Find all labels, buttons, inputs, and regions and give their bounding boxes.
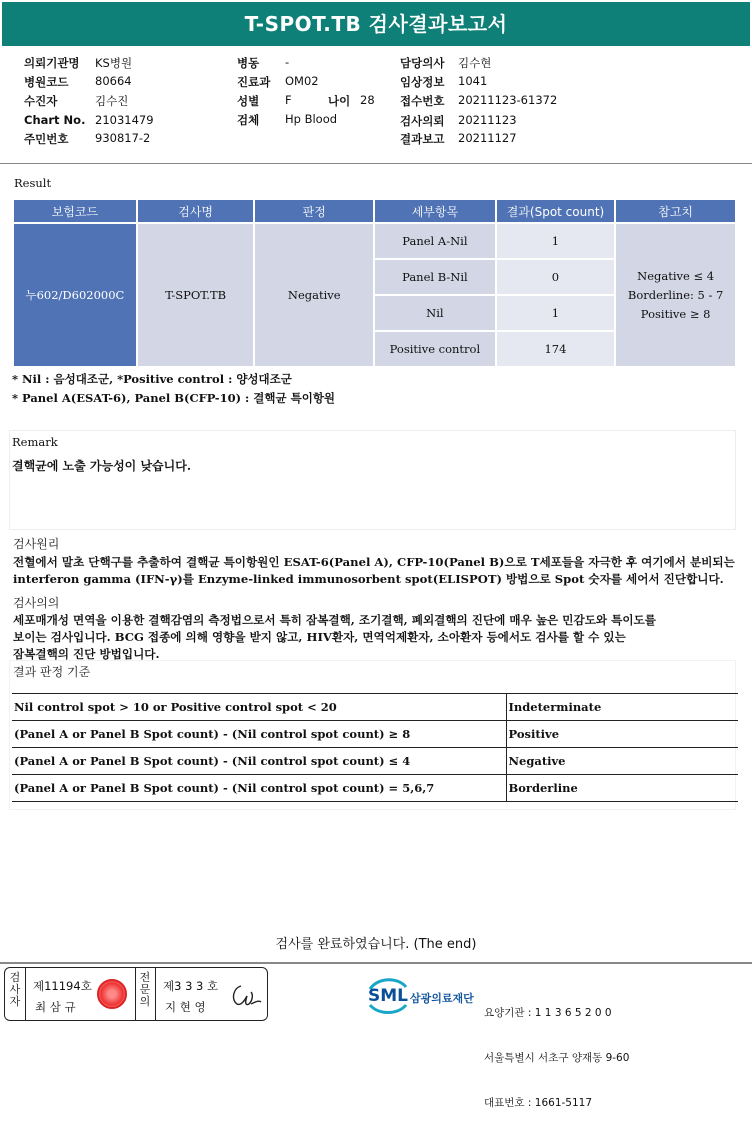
criteria-result: Indeterminate xyxy=(506,694,738,721)
age-label: 나이 xyxy=(328,94,351,108)
col-header: 판정 xyxy=(254,199,374,223)
result-table xyxy=(12,198,737,368)
sml-logo xyxy=(366,975,476,1015)
info-value: 20211127 xyxy=(458,131,517,145)
info-label: 담당의사 xyxy=(400,56,445,70)
criteria-condition: (Panel A or Panel B Spot count) - (Nil control spot count) ≤ 4 xyxy=(12,748,506,775)
org-line: 대표번호 : 1661-5117 xyxy=(484,1097,593,1109)
info-value: 김수진 xyxy=(95,94,129,108)
divider xyxy=(135,968,136,1020)
criteria-table xyxy=(12,693,738,802)
signature-icon xyxy=(227,982,263,1010)
criteria-condition: (Panel A or Panel B Spot count) - (Nil control spot count) ≥ 8 xyxy=(12,721,506,748)
divider xyxy=(25,968,26,1020)
info-value: 1041 xyxy=(458,74,488,88)
info-label: 임상정보 xyxy=(400,75,445,89)
result-section-label: Result xyxy=(14,176,52,190)
info-label: 결과보고 xyxy=(400,132,445,146)
org-line: 요양기관 : 1 1 3 6 5 2 0 0 xyxy=(484,1007,612,1019)
item-name: Positive control xyxy=(374,331,496,367)
criteria-result: Positive xyxy=(506,721,738,748)
info-label: Chart No. xyxy=(24,113,86,127)
criteria-row xyxy=(12,721,738,748)
info-label: 주민번호 xyxy=(24,132,69,146)
info-label: 검사의뢰 xyxy=(400,114,445,128)
info-label: 수진자 xyxy=(24,94,58,108)
principle-line: interferon gamma (IFN-γ)를 Enzyme-linked immunosorbent spot(ELISPOT) 방법으로 Spot 숫자를 세어서 진단합니다. xyxy=(13,572,724,586)
reference-line: Negative ≤ 4 xyxy=(637,268,715,283)
criteria-condition: Nil control spot > 10 or Positive control spot < 20 xyxy=(12,694,506,721)
org-info xyxy=(484,976,629,1126)
significance-text xyxy=(13,612,738,663)
item-count: 1 xyxy=(496,223,616,259)
info-value: OM02 xyxy=(285,74,319,88)
criteria-result: Borderline xyxy=(506,775,738,802)
info-value: 20211123-61372 xyxy=(458,93,558,107)
criteria-title: 결과 판정 기준 xyxy=(13,665,91,679)
col-header: 보험코드 xyxy=(13,199,137,223)
reference-values xyxy=(615,223,736,367)
doctor-license: 제3 3 3 호 xyxy=(163,979,219,993)
info-label: 병원코드 xyxy=(24,75,69,89)
item-count: 1 xyxy=(496,295,616,331)
criteria-row xyxy=(12,694,738,721)
tester-name: 최 삼 규 xyxy=(35,1000,76,1014)
principle-title: 검사원리 xyxy=(13,537,60,551)
info-label: 검체 xyxy=(237,113,260,127)
criteria-row xyxy=(12,748,738,775)
tester-label: 검사자 xyxy=(9,971,21,1008)
divider xyxy=(155,968,156,1020)
logo-text: SML xyxy=(368,986,408,1006)
note-line: * Panel A(ESAT-6), Panel B(CFP-10) : 결핵균 특이항원 xyxy=(12,391,336,405)
info-label: 병동 xyxy=(237,56,260,70)
judgement: Negative xyxy=(254,223,374,367)
principle-line: 전혈에서 말초 단핵구를 추출하여 결핵균 특이항원인 ESAT-6(Panel A), CFP-10(Panel B)으로 T세포들을 자극한 후 여기에서 분비되는 xyxy=(13,555,735,569)
insurance-code: 누602/D602000C xyxy=(13,223,137,367)
criteria-result: Negative xyxy=(506,748,738,775)
criteria-condition: (Panel A or Panel B Spot count) - (Nil control spot count) = 5,6,7 xyxy=(12,775,506,802)
col-header: 세부항목 xyxy=(374,199,496,223)
info-value: 20211123 xyxy=(458,113,517,127)
seal-icon xyxy=(97,979,127,1009)
info-value: 21031479 xyxy=(95,113,154,127)
info-label: 의뢰기관명 xyxy=(24,56,80,70)
remark-box xyxy=(9,430,736,530)
age-value: 28 xyxy=(360,93,375,107)
info-label: 성별 xyxy=(237,94,260,108)
patient-info xyxy=(0,55,752,155)
col-header: 참고치 xyxy=(615,199,736,223)
info-value: 930817-2 xyxy=(95,131,151,145)
info-value: 김수현 xyxy=(458,56,492,70)
info-value: - xyxy=(285,55,290,69)
info-value: 80664 xyxy=(95,74,132,88)
tester-license: 제11194호 xyxy=(33,979,92,993)
significance-line: 잠복결핵의 진단 방법입니다. xyxy=(13,647,160,661)
test-name: T-SPOT.TB xyxy=(137,223,255,367)
info-value: KS병원 xyxy=(95,56,133,70)
principle-text xyxy=(13,554,738,588)
info-label: 접수번호 xyxy=(400,94,445,108)
significance-line: 보이는 검사입니다. BCG 접종에 의해 영향을 받지 않고, HIV환자, 면역억제환자, 소아환자 등에서도 검사를 할 수 있는 xyxy=(13,630,626,644)
significance-title: 검사의의 xyxy=(13,596,60,610)
end-text: 검사를 완료하였습니다. (The end) xyxy=(275,937,477,952)
col-header: 결과(Spot count) xyxy=(496,199,616,223)
significance-line: 세포매개성 면역을 이용한 결핵감염의 측정법으로서 특히 잠복결핵, 조기결핵, 폐외결핵의 진단에 매우 높은 민감도와 특이도를 xyxy=(13,613,656,627)
item-name: Nil xyxy=(374,295,496,331)
signature-box xyxy=(4,967,268,1021)
item-name: Panel B-Nil xyxy=(374,259,496,295)
specialist-label: 전문의 xyxy=(139,971,151,1008)
report-title: T-SPOT.TB 검사결과보고서 xyxy=(2,2,750,46)
org-name: 삼광의료재단 xyxy=(410,992,474,1005)
col-header: 검사명 xyxy=(137,199,255,223)
info-value: F xyxy=(285,93,292,107)
reference-line: Positive ≥ 8 xyxy=(640,306,711,321)
remark-text: 결핵균에 노출 가능성이 낮습니다. xyxy=(12,459,192,473)
item-count: 174 xyxy=(496,331,616,367)
item-count: 0 xyxy=(496,259,616,295)
footer-divider xyxy=(0,962,752,964)
reference-line: Borderline: 5 - 7 xyxy=(627,287,724,302)
info-value: Hp Blood xyxy=(285,112,338,126)
note-line: * Nil : 음성대조군, *Positive control : 양성대조군 xyxy=(12,372,292,386)
org-line: 서울특별시 서초구 양재동 9-60 xyxy=(484,1052,630,1064)
item-name: Panel A-Nil xyxy=(374,223,496,259)
criteria-row xyxy=(12,775,738,802)
doctor-name: 지 현 영 xyxy=(165,1000,206,1014)
info-label: 진료과 xyxy=(237,75,271,89)
divider xyxy=(0,163,752,164)
remark-label: Remark xyxy=(12,435,58,449)
